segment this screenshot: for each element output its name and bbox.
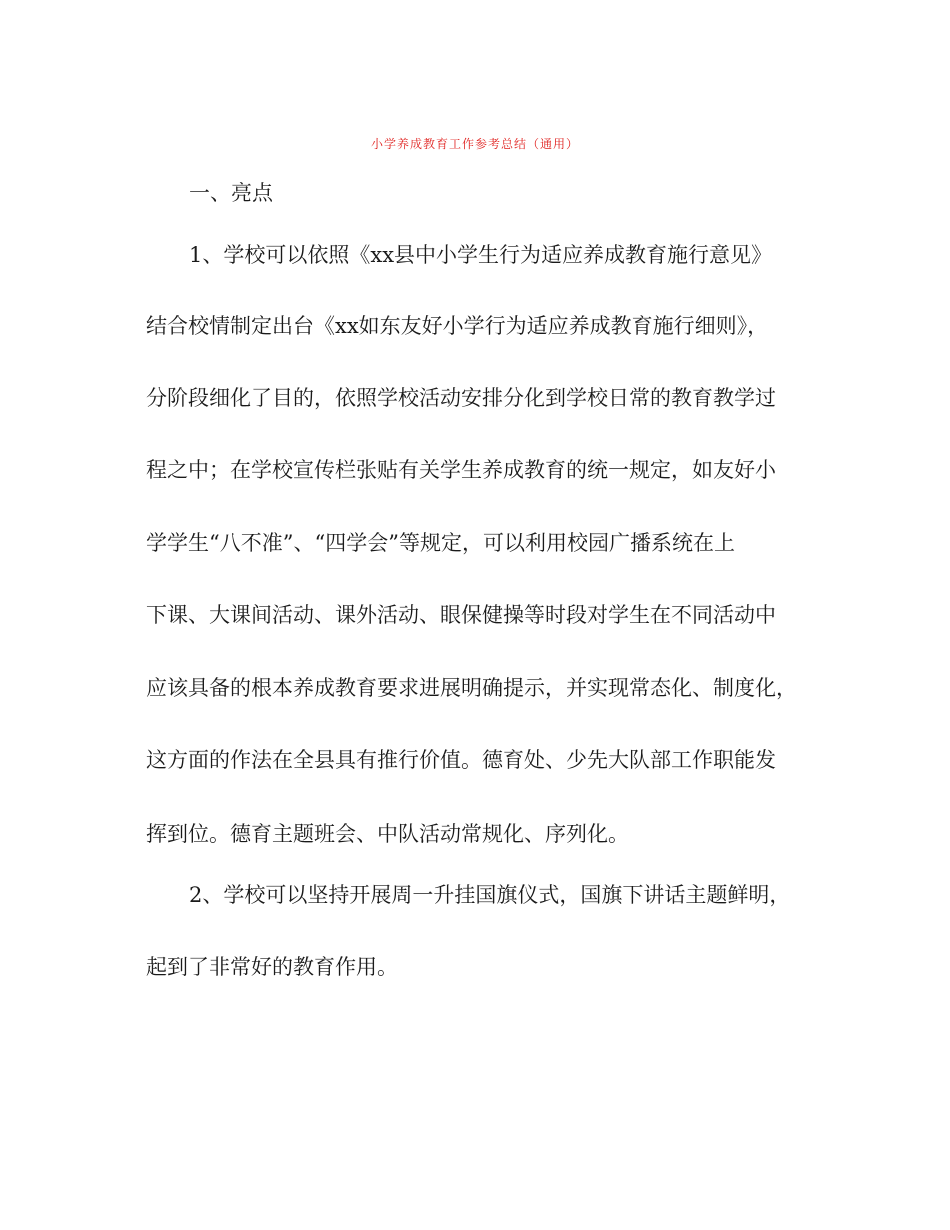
paragraph-1-line-2: 结合校情制定出台《xx如东友好小学行为适应养成教育施行细则》， (146, 314, 769, 338)
section-heading: 一、亮点 (189, 181, 273, 205)
paragraph-1-line-3: 分阶段细化了目的，依照学校活动安排分化到学校日常的教育教学过 (146, 386, 776, 410)
paragraph-2-line-2: 起到了非常好的教育作用。 (146, 955, 398, 979)
document-title: 小学养成教育工作参考总结（通用） (370, 137, 579, 151)
paragraph-1-line-5: 学学生“八不准”、“四学会”等规定，可以利用校园广播系统在上 (146, 531, 735, 555)
paragraph-1-line-9: 挥到位。德育主题班会、中队活动常规化、序列化。 (146, 822, 629, 846)
paragraph-1-line-7: 应该具备的根本养成教育要求进展明确提示，并实现常态化、制度化， (146, 676, 797, 700)
paragraph-1-line-6: 下课、大课间活动、课外活动、眼保健操等时段对学生在不同活动中 (146, 603, 776, 627)
paragraph-2-line-1: 2、学校可以坚持开展周一升挂国旗仪式，国旗下讲话主题鲜明， (189, 883, 791, 907)
paragraph-1-line-4: 程之中；在学校宣传栏张贴有关学生养成教育的统一规定，如友好小 (146, 458, 776, 482)
paragraph-1-line-1: 1、学校可以依照《xx县中小学生行为适应养成教育施行意见》 (189, 243, 773, 267)
paragraph-1-line-8: 这方面的作法在全县具有推行价值。德育处、少先大队部工作职能发 (146, 748, 776, 772)
